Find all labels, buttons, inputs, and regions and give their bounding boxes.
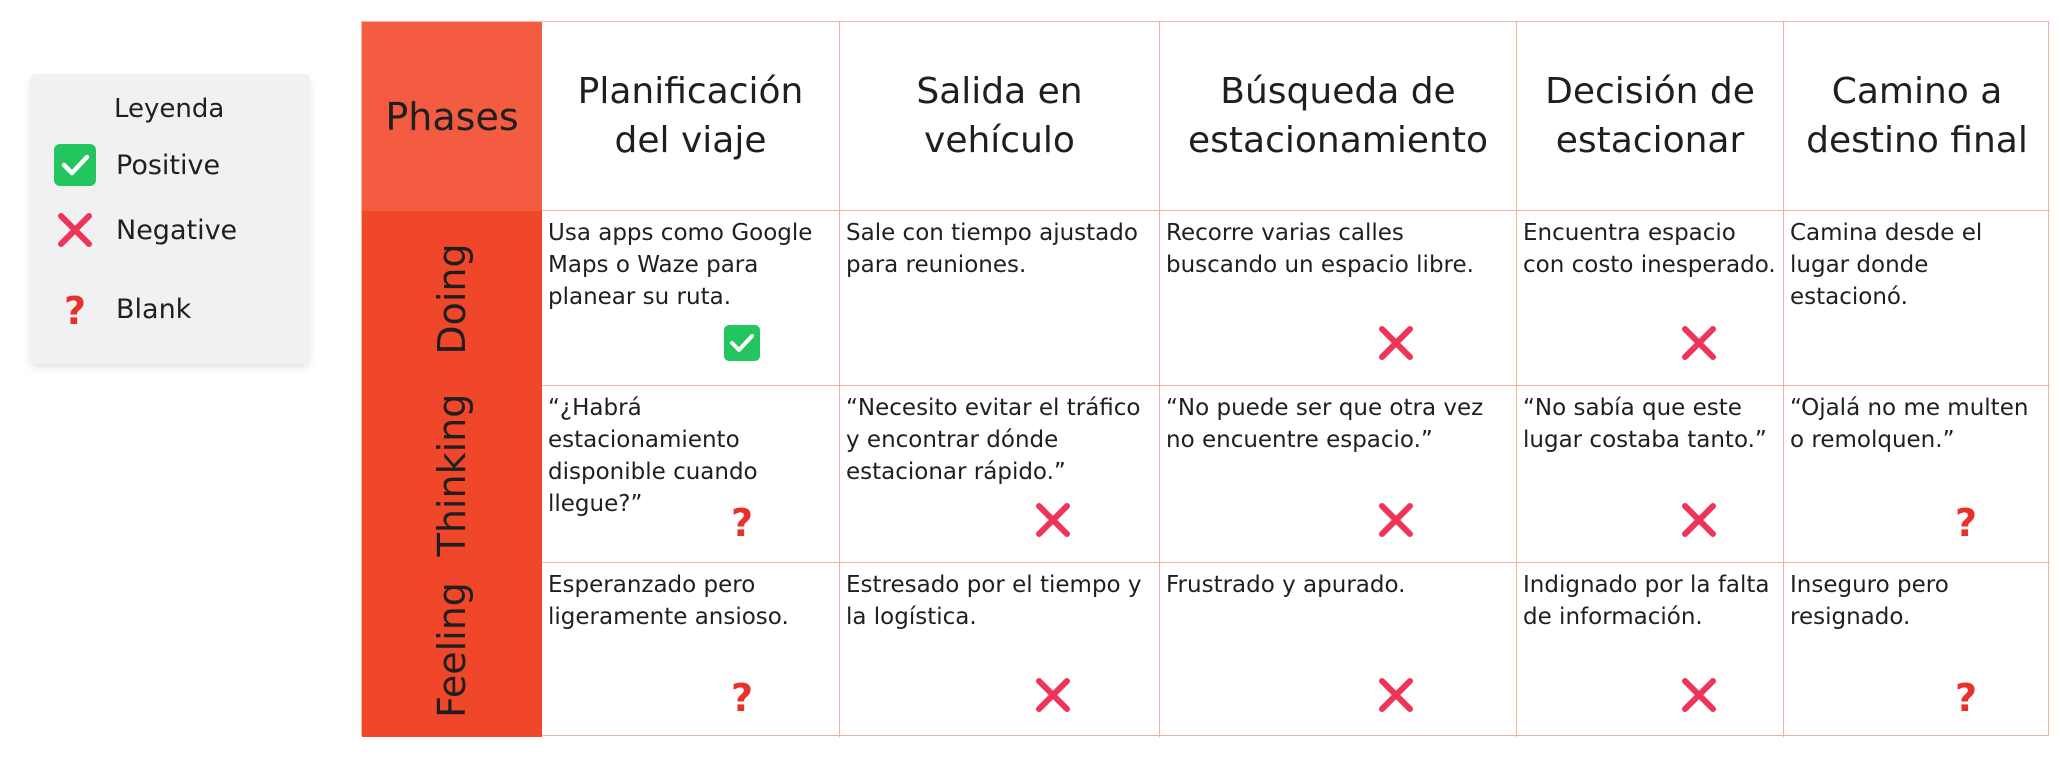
- phase-header: Planificación del viaje: [542, 22, 840, 211]
- cell-text: “No sabía que este lugar costaba tanto.”: [1523, 395, 1767, 453]
- cell-text: Encuentra espacio con costo inesperado.: [1523, 220, 1776, 278]
- cell-text: Recorre varias calles buscando un espacio libre.: [1166, 220, 1474, 278]
- legend-item-negative: [54, 209, 237, 251]
- map-cell: [1784, 563, 2050, 737]
- svg-text:?: ?: [730, 501, 754, 540]
- row-label: Doing: [430, 242, 474, 355]
- map-cell: [840, 211, 1160, 386]
- svg-text:?: ?: [1954, 501, 1978, 540]
- legend-item-blank: [54, 288, 191, 330]
- cross-icon: [54, 209, 96, 251]
- journey-map: [361, 21, 2049, 736]
- row-header-doing: [362, 211, 542, 386]
- phase-header: Camino a destino final: [1784, 22, 2050, 211]
- svg-text:?: ?: [63, 289, 87, 330]
- phase-header: Búsqueda de estacionamiento: [1160, 22, 1517, 211]
- cell-text: Usa apps como Google Maps o Waze para planear su ruta.: [548, 220, 813, 310]
- row-header-thinking: [362, 386, 542, 563]
- phases-header: Phases: [362, 22, 542, 211]
- map-cell: [1160, 386, 1517, 563]
- cell-text: Indignado por la falta de información.: [1523, 572, 1770, 630]
- legend-label-blank: Blank: [116, 293, 192, 325]
- cell-text: Estresado por el tiempo y la logística.: [846, 572, 1142, 630]
- map-cell: [1160, 563, 1517, 737]
- row-header-feeling: [362, 563, 542, 737]
- legend-item-positive: [54, 144, 220, 186]
- cell-text: Camina desde el lugar donde estacionó.: [1790, 220, 1983, 310]
- cross-icon: [1374, 498, 1418, 542]
- legend-title: Leyenda: [114, 94, 225, 124]
- check-icon: [720, 321, 764, 365]
- question-icon: [720, 498, 764, 542]
- legend-label-positive: Positive: [116, 149, 221, 181]
- map-cell: [1784, 211, 2050, 386]
- cell-text: Frustrado y apurado.: [1166, 572, 1406, 598]
- check-icon: [54, 144, 96, 186]
- row-label: Feeling: [430, 582, 474, 718]
- question-icon: [54, 288, 96, 330]
- cell-text: Sale con tiempo ajustado para reuniones.: [846, 220, 1138, 278]
- map-cell: [542, 211, 840, 386]
- cross-icon: [1677, 498, 1721, 542]
- map-cell: [1517, 386, 1784, 563]
- svg-text:?: ?: [1954, 676, 1978, 715]
- cross-icon: [1031, 498, 1075, 542]
- cell-text: “Ojalá no me multen o remolquen.”: [1790, 395, 2029, 453]
- cell-text: “Necesito evitar el tráfico y encontrar dónde estacionar rápido.”: [846, 395, 1141, 485]
- cross-icon: [1374, 321, 1418, 365]
- map-cell: [1784, 386, 2050, 563]
- map-cell: [840, 563, 1160, 737]
- map-cell: [1517, 563, 1784, 737]
- legend-label-negative: Negative: [116, 214, 238, 246]
- phase-header: Salida en vehículo: [840, 22, 1160, 211]
- row-label: Thinking: [430, 393, 474, 556]
- svg-text:?: ?: [730, 676, 754, 715]
- question-icon: [1944, 498, 1988, 542]
- cell-text: Esperanzado pero ligeramente ansioso.: [548, 572, 789, 630]
- cross-icon: [1374, 673, 1418, 717]
- cell-text: Inseguro pero resignado.: [1790, 572, 1949, 630]
- phase-header: Decisión de estacionar: [1517, 22, 1784, 211]
- cell-text: “¿Habrá estacionamiento disponible cuando llegue?”: [548, 395, 758, 517]
- question-icon: [720, 673, 764, 717]
- legend: [30, 74, 310, 364]
- map-cell: [1160, 211, 1517, 386]
- cell-text: “No puede ser que otra vez no encuentre espacio.”: [1166, 395, 1484, 453]
- map-cell: [542, 386, 840, 563]
- map-cell: [542, 563, 840, 737]
- cross-icon: [1677, 321, 1721, 365]
- map-cell: [1517, 211, 1784, 386]
- question-icon: [1944, 673, 1988, 717]
- map-cell: [840, 386, 1160, 563]
- cross-icon: [1677, 673, 1721, 717]
- cross-icon: [1031, 673, 1075, 717]
